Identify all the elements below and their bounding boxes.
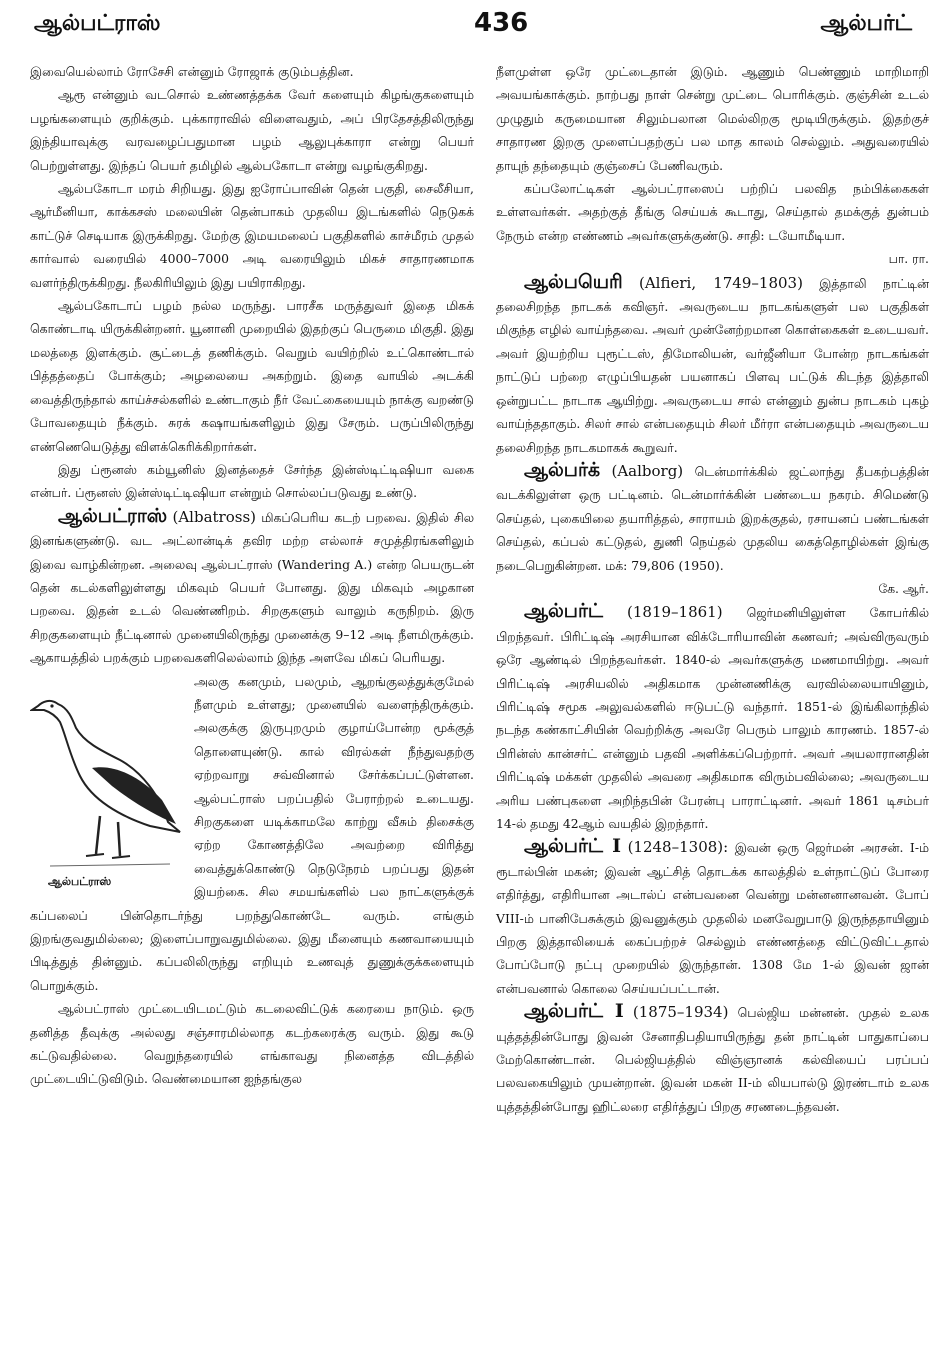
paragraph: ஆல்பகோடா மரம் சிறியது. இது ஐரோப்பாவின் தென் பகுதி, சைலீசியா, ஆர்மீனியா, காக்கசஸ் மலையின் தென்பாகம் முதலிய இடங்களில் நெடுகக் காட்டுச் செடியாக இருக்கிறது. மேற்கு இமயமலைப் பகுதிகளில் காச்மீரம் முதல் கார்வால் வரையில் 4000–7000 அடி வரையிலும் மிகச் சாதாரணமாக வளர்ந்திருக்கிறது. நீலகிரியிலும் இது பயிராகிறது. <box>30 181 474 290</box>
entry-headword: ஆல்பர்க் <box>524 458 601 481</box>
albatross-drawing-icon <box>30 676 186 876</box>
entry-headword: ஆல்பர்ட் <box>524 600 603 623</box>
page-number: 436 <box>474 8 529 38</box>
author-initials: பா. ரா. <box>888 251 929 267</box>
paragraph: ஆல்பட்ராஸ் முட்டையிடமட்டும் கடலைவிட்டுக் கரையை நாடும். ஒரு தனித்த தீவுக்கு அல்லது சஞ்சாரமில்லாத கடற்கரைக்கு வரும். இது கூடு கட்டுவதில்லை. வெறுந்தரையில் எங்காவது நினைத்த விடத்தில் முட்டையிட்டுவிடும். வெண்மையான ஐந்தங்குல <box>30 1001 474 1087</box>
entry-text: ஜெர்மனியிலுள்ள கோபர்கில் பிறந்தவர். பிரிட்டிஷ் அரசியான விக்டோரியாவின் கணவர்; அவ்விருவரும் ஒரே ஆண்டில் பிறந்தவர்கள். 1840-ல் அவர்களுக்கு மணமாயிற்று. அவர் பிரிட்டிஷ் அரசியலில் அதிகமாக முன்னணிக்கு வரவில்லையாயினும், பிரிட்டிஷ் சமூக அலுவல்களில் ஈடுபட்டு வந்தார். 1851-ல் இங்கிலாந்தில் நடந்த கண்காட்சியின் வெற்றிக்கு அவரே பெரும் பாலும் காரணம். 1857-ல் பிரின்ஸ் கான்சர்ட் என்னும் பதவி அளிக்கப்பெற்றார். அவர் அயலாரானதின் பிரிட்டிஷ் மக்கள் முதலில் அவரை அதிகமாக விரும்பவில்லை; அவருடைய அரிய பண்புகளை அறிந்தபின் பேரன்பு பாராட்டினர். அவர் 1861 டிசம்பர் 14-ல் தமது 42ஆம் வயதில் இறந்தார். <box>496 605 929 831</box>
header-left-word: ஆல்பட்ராஸ் <box>34 10 161 36</box>
entry-transliteration: (1875–1934) <box>632 1003 729 1022</box>
entry-aalborg <box>496 459 929 600</box>
entry-text: மிகப்பெரிய கடற் பறவை. இதில் சில இனங்களுண்டு. வட அட்லான்டிக் தவிர மற்ற எல்லாச் சமுத்திரங்களிலும் இவை வாழ்கின்றன. அலைவு ஆல்பட்ராஸ் (Wandering A.) என்ற பெயருடன் தென் கடல்களிலுள்ளது மிகவும் பெயர் போனது. இது மிகவும் அழகான பறவை. இதன் உடல் வெண்ணிறம். சிறகுகளும் வாலும் கருநிறம். இரு சிறகுகளையும் நீட்டினால் முனையிலிருந்து முனைக்கு 9–12 அடி நீளமிருக்கும். ஆகாயத்தில் பறக்கும் பறவைகளிலெல்லாம் இந்த அளவே மிகப் பெரியது. <box>30 509 474 666</box>
entry-headword: ஆல்பர்ட் I <box>524 1000 624 1023</box>
right-column <box>496 60 929 1118</box>
entry-headword: ஆல்பர்ட் I <box>524 835 622 858</box>
entry-text: இத்தாலி நாட்டின் தலைசிறந்த நாடகக் கவிஞர். அவருடைய நாடகங்களுள் பல பகுதிகள் மிகுந்த எழில் வாய்ந்தவை. அவர் முன்னேற்றமான கொள்கைகள் உடையவர். அவர் இயற்றிய புரூட்டஸ், திமோலியன், வர்ஜீனியா போன்ற நாடகங்கள் நாட்டுப் பற்றை எழுப்பியதன் பயனாகப் பிளவு பட்டுக் கிடந்த இத்தாலி ஒன்றுபட்ட நாடாக ஆயிற்று. அவருடைய சால் என்னும் துன்ப நாடகம் புகழ் வாய்ந்ததாகும். சிலர் சால் என்பதையும் சிலர் மீர்ரா என்பதையும் அவருடைய தலைசிறந்த நாடகமாகக் கூறுவர். <box>496 275 929 455</box>
entry-transliteration: (Albatross) <box>172 507 257 526</box>
entry-text: டென்மார்க்கில் ஜட்லாந்து தீபகற்பத்தின் வடக்கிலுள்ள ஒரு பட்டினம். டென்மார்க்கின் பண்டைய நகரம். சிமெண்டு செய்தல், புகையிலை தயாரித்தல், சாராயம் இறக்குதல், ரசாயனப் பண்டங்கள் செய்தல், கப்பல் கட்டுதல், துணி நெய்தல் முதலிய கைத்தொழில்கள் இங்கு நடைபெறுகின்றன. மக்: 79,806 (1950). <box>496 463 929 573</box>
entry-albert <box>496 600 929 835</box>
entry-transliteration: (1248–1308): <box>627 838 729 857</box>
entry-headword: ஆல்பட்ராஸ் <box>58 504 168 527</box>
entry-headword: ஆல்பயெரி <box>524 270 623 293</box>
entry-text: இவன் ஒரு ஜெர்மன் அரசன். I-ம் ரூடால்பின் மகன்; இவன் ஆட்சித் தொடக்க காலத்தில் உள்நாட்டுப் போரை எதிர்த்து, எதிரியான அடால்ப் என்பவனை வென்று மன்னனானவன். போப் VIII-ம் பானிபேசுக்கும் இவனுக்கும் முதலில் மனவேறுபாடு இருந்ததாயினும் பிறகு இத்தாலியைக் கைப்பற்றச் செல்லும் எண்ணத்தை விட்டுவிட்டதால் போப்போடு நட்பு முறையில் இருந்தான். 1308 மே 1-ல் இவன் ஜான் என்பவனால் கொலை செய்யப்பட்டான். <box>496 840 929 996</box>
entry-transliteration: (Aalborg) <box>611 461 684 480</box>
left-column <box>30 60 474 1091</box>
paragraph: ஆல்பகோடாப் பழம் நல்ல மருந்து. பாரசீக மருத்துவர் இதை மிகக் கொண்டாடி யிருக்கின்றனர். யூனானி முறையில் இதற்குப் பெருமை மிகுதி. இது மலத்தை இளக்கும். சூட்டைத் தணிக்கும். வெறும் வயிற்றில் உட்கொண்டால் பித்தத்தைப் போக்கும்; அழலையை அகற்றும். இதை வாயில் அடக்கி வைத்திருந்தால் காய்ச்சல்களில் உண்டாகும் நீர் வேட்கையையும் நாக்கு வறண்டு போவதையும் நீக்கும். சுரக் கஷாயங்களிலும் இது சேரும். பருப்பிலிருந்து எண்ணெயெடுத்து விளக்கெரிக்கிறார்கள். <box>30 298 474 454</box>
entry-albatross <box>30 505 474 670</box>
entry-text: கப்பலோட்டிகள் ஆல்பட்ராஸைப் பற்றிப் பலவித நம்பிக்கைகள் உள்ளவர்கள். அதற்குத் தீங்கு செய்யக் கூடாது, செய்தால் தமக்குத் துன்பம் நேரும் என்ற எண்ணம் அவர்களுக்குண்டு. சாதி: டயோமீடியா. <box>496 181 929 243</box>
paragraph: அலகு கனமும், பலமும், ஆறங்குலத்துக்குமேல் நீளமும் உள்ளது; முனையில் வளைந்திருக்கும். அலகுக்கு இருபுறமும் குழாய்போன்ற மூக்குத் தொளையுண்டு. கால் விரல்கள் நீந்துவதற்கு ஏற்றவாறு சவ்வினால் சேர்க்கப்பட்டுள்ளன. ஆல்பட்ராஸ் பறப்பதில் பேராற்றல் உடையது. சிறகுகளை யடிக்காமலே காற்று வீசும் திசைக்கு ஏற்ற கோணத்திலே அவற்றை விரித்து வைத்துக்கொண்டு நெடுநேரம் பறப்பது இதன் இயற்கை. சில சமயங்களில் பல நாட்களுக்குக் கப்பலைப் பின்தொடர்ந்து பறந்துகொண்டே வரும். எங்கும் இறங்குவதுமில்லை; இளைப்பாறுவதுமில்லை. இது மீனையும் கணவாயையும் பிடித்துத் தின்னும். கப்பலிலிருந்து எறியும் உணவுத் துணுக்குக்களையும் பொறுக்கும். <box>30 673 474 993</box>
figure-caption: ஆல்பட்ராஸ் <box>48 875 112 889</box>
paragraph: ஆரூ என்னும் வடசொல் உண்ணத்தக்க வேர் களையும் கிழங்குகளையும் பழங்களையும் குறிக்கும். புக்காராவில் விளைவதும், அப் பிரதேசத்திலிருந்து இந்தியாவுக்கு வரவழைப்பதுமான பழம் ஆலுபுக்காரா என்று பெயர் பெற்றுள்ளது. இந்தப் பெயர் தமிழில் ஆல்பகோடா என்று வழங்குகிறது. <box>30 87 474 173</box>
entry-text: பெல்ஜிய மன்னன். முதல் உலக யுத்தத்தின்போது இவன் சேனாதிபதியாயிருந்து தன் நாட்டின் பாதுகாப்பை மேற்கொண்டான். பெல்ஜியத்தில் விஞ்ஞானக் கல்வியைப் பரப்பப் பலவகையிலும் முயன்றான். இவன் மகன் II-ம் லியபால்டு இரண்டாம் உலக யுத்தத்தின்போது ஹிட்லரை எதிர்த்துப் பிறகு சரணடைந்தவன். <box>496 1005 929 1114</box>
albatross-figure <box>30 676 186 898</box>
paragraph: நீளமுள்ள ஒரே முட்டைதான் இடும். ஆணும் பெண்ணும் மாறிமாறி அவயங்காக்கும். நாற்பது நாள் சென்று முட்டை பொரிக்கும். குஞ்சின் உடல் முழுதும் கருமையான சிலும்பலான மெல்லிறகு மூடியிருக்கும். இதற்குச் சாதாரண இறகு முளைப்பதற்குப் பல மாத காலம் செல்லும். அதுவரையில் தாயுந் தந்தையும் குஞ்சைப் பேணிவரும். <box>496 64 929 173</box>
paragraph: இது ப்ரூனஸ் கம்யூனிஸ் இனத்தைச் சேர்ந்த இன்ஸ்டிட்டிஷியா வகை என்பர். ப்ரூனஸ் இன்ஸ்டிட்டிஷியா என்றும் சொல்லப்படுவது உண்டு. <box>30 461 474 501</box>
entry-transliteration: (Alfieri, 1749–1803) <box>639 273 803 292</box>
page-header <box>34 6 912 46</box>
paragraph <box>496 177 929 271</box>
entry-albert-i <box>496 835 929 1000</box>
paragraph: இவையெல்லாம் ரோசேசி என்னும் ரோஜாக் குடும்பத்தின. <box>30 64 354 79</box>
entry-alfieri <box>496 271 929 459</box>
entry-albert-i-belgium <box>496 1000 929 1118</box>
entry-transliteration: (1819–1861) <box>627 603 723 622</box>
header-right-word: ஆல்பர்ட் <box>820 10 912 36</box>
author-initials: கே. ஆர். <box>878 580 929 596</box>
